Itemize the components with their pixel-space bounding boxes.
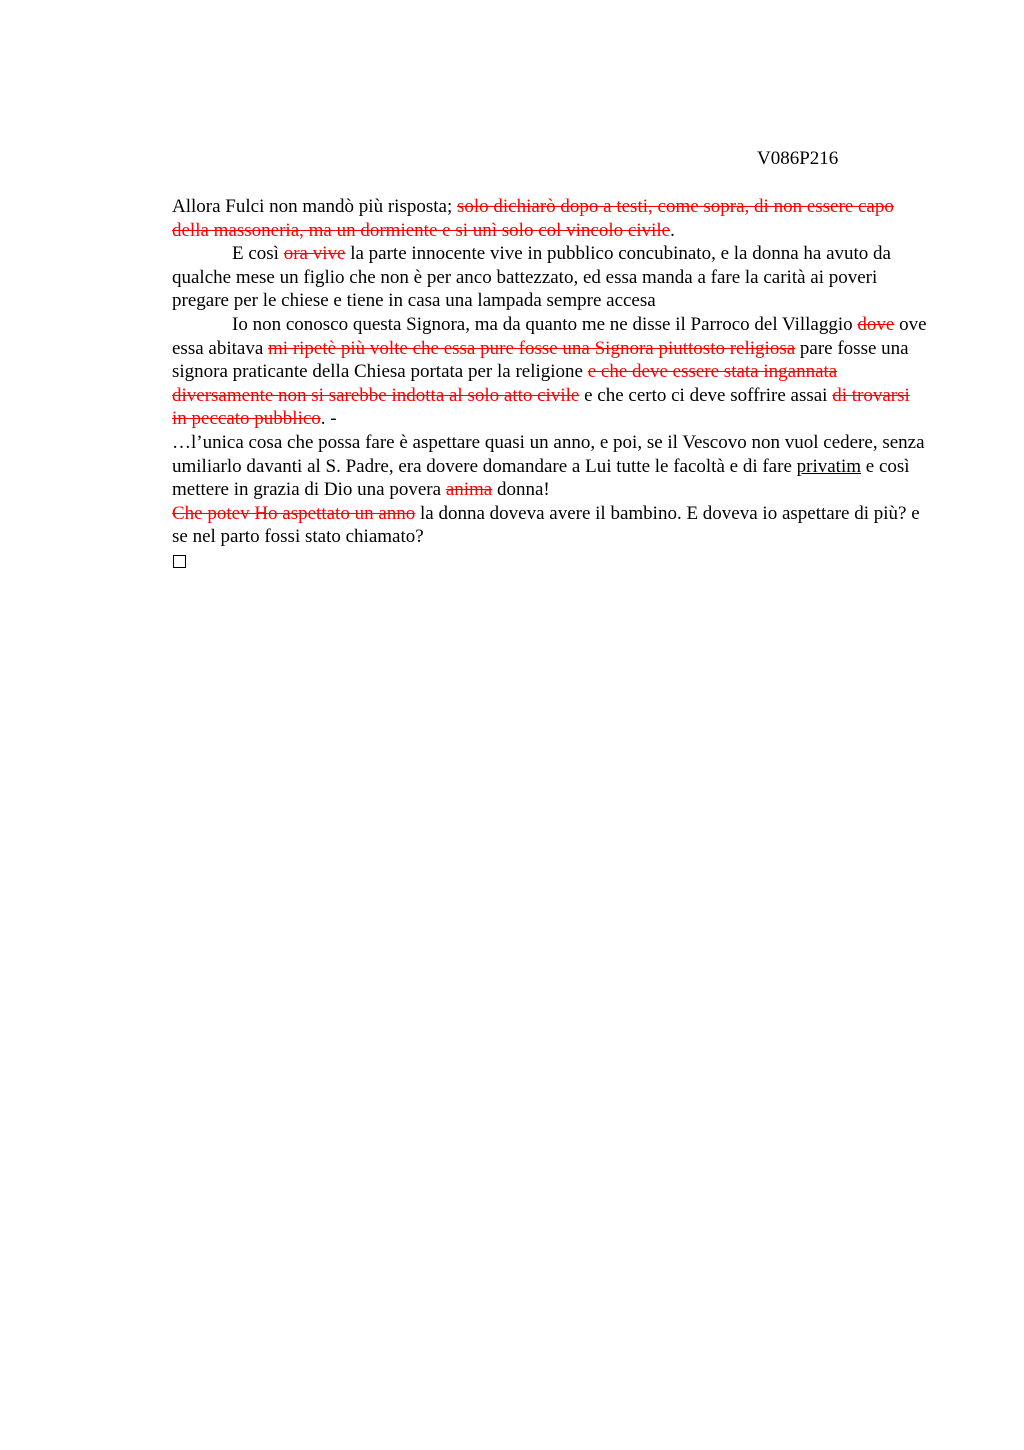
- text-run: E così: [232, 243, 284, 265]
- paragraph-1: [172, 195, 927, 242]
- text-run: ove essa abitava: [172, 313, 927, 359]
- text-run: e così mettere in grazia di Dio una povera: [172, 455, 910, 501]
- text-run: la parte innocente vive in pubblico concubinato, e la donna ha avuto da qualche mese un figlio che non è per anco battezzato, ed essa manda a fare la carità ai poveri pregare per le chiese e tiene in casa una lampada sempre accesa: [172, 243, 891, 312]
- struck-text: ora vive: [283, 243, 346, 265]
- struck-text: mi ripetè più volte che essa pure fosse una Signora piuttosto religiosa: [268, 337, 796, 359]
- struck-text: e che deve essere stata ingannata diversamente non si sarebbe indotta al solo atto civile: [172, 361, 838, 406]
- text-run: Allora Fulci non mandò più risposta;: [172, 196, 457, 217]
- struck-text: Che potev Ho aspettato un anno: [172, 502, 416, 524]
- text-run: …l’unica cosa che possa fare è aspettare quasi un anno, e poi, se il Vescovo non vuol cedere, senza umiliarlo davanti al S. Padre, era dovere domandare a Lui tutte le facoltà e di fare: [172, 431, 925, 477]
- paragraph-3: [172, 313, 927, 431]
- page-identifier: V086P216: [757, 148, 839, 169]
- struck-text: anima: [445, 479, 493, 501]
- underlined-text: privatim: [796, 455, 862, 477]
- text-run: Io non conosco questa Signora, ma da quanto me ne disse il Parroco del Villaggio: [232, 313, 858, 335]
- text-run: . -: [320, 408, 337, 430]
- paragraph-4: [172, 431, 927, 502]
- paragraph-2: [172, 242, 927, 313]
- struck-text: dove: [857, 313, 895, 335]
- struck-text: di trovarsi in peccato pubblico: [172, 384, 910, 430]
- struck-text: solo dichiarò dopo a testi, come sopra, di non essere capo della massoneria, ma un dormiente e si unì solo col vincolo civile: [172, 196, 894, 241]
- paragraph-5: [172, 502, 927, 549]
- text-run: donna!: [492, 479, 550, 501]
- text-run: la donna doveva avere il bambino. E doveva io aspettare di più? e se nel parto fossi stato chiamato?: [172, 502, 920, 548]
- end-marker-box-icon: [173, 555, 186, 568]
- document-body: [172, 195, 927, 575]
- text-run: .: [670, 219, 675, 241]
- text-run: e che certo ci deve soffrire assai: [579, 384, 833, 406]
- text-run: pare fosse una signora praticante della Chiesa portata per la religione: [172, 337, 909, 383]
